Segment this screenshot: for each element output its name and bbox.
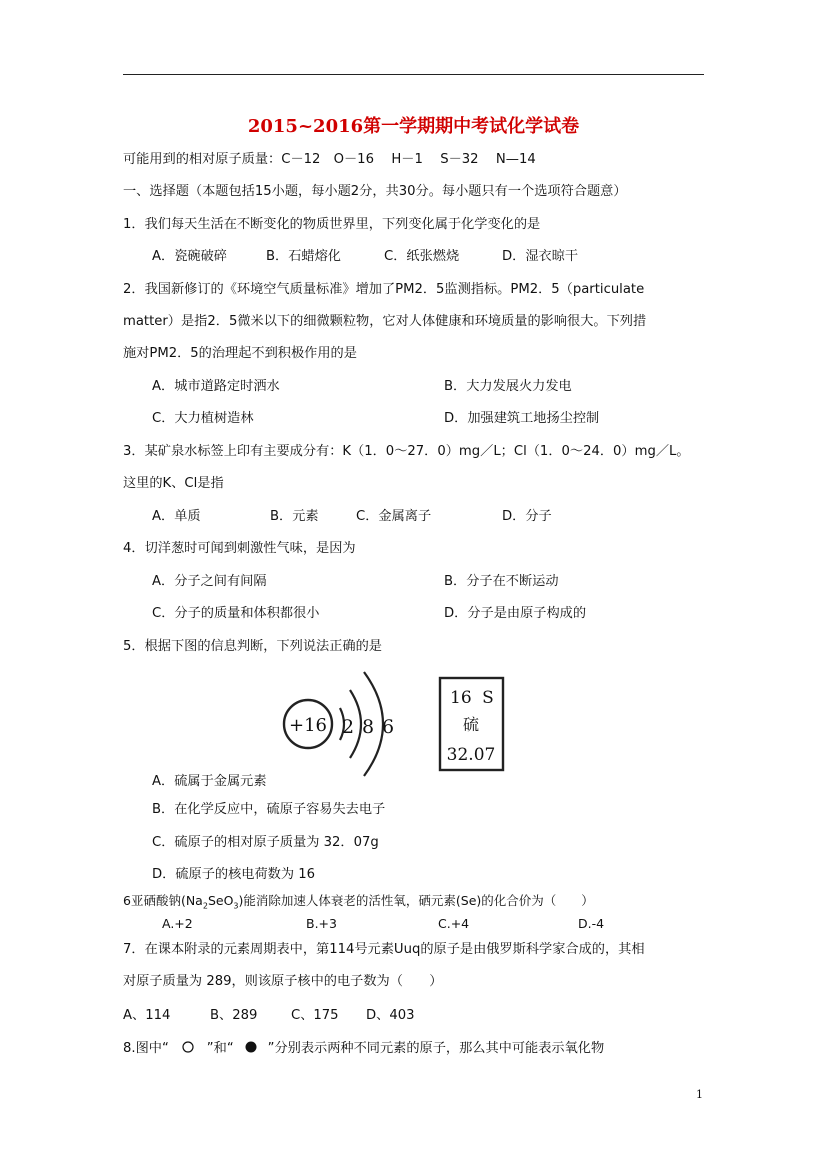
- shell-electrons-2: 8: [361, 716, 375, 738]
- q4-option-d: D．分子是由原子构成的: [444, 606, 587, 621]
- q7-option-d: D、403: [366, 1008, 415, 1023]
- q5-option-c: C．硫原子的相对原子质量为 32．07g: [152, 835, 379, 850]
- shell-electrons-3: 6: [381, 716, 395, 738]
- q6-stem: [123, 892, 594, 916]
- sulfur-atom-figure: [278, 664, 508, 784]
- q1-option-d: D．湿衣晾干: [502, 249, 579, 264]
- q6-stem-mid: SeO: [207, 893, 234, 908]
- q6-stem-pre: 6亚硒酸钠(Na: [123, 893, 203, 908]
- q1-option-c: C．纸张燃烧: [384, 249, 460, 264]
- q2-option-b: B．大力发展火力发电: [444, 379, 572, 394]
- filled-circle-icon: [234, 1040, 268, 1058]
- q4-option-b: B．分子在不断运动: [444, 574, 559, 589]
- atomic-mass-line: 可能用到的相对原子质量：C－12 O－16 H－1 S－32 N—14: [123, 152, 536, 167]
- hollow-circle-icon: [169, 1040, 207, 1058]
- q1-stem: 1．我们每天生活在不断变化的物质世界里，下列变化属于化学变化的是: [123, 217, 541, 232]
- header-rule: [123, 74, 704, 75]
- shell-electrons-1: 2: [341, 716, 355, 738]
- q5-option-a: A．硫属于金属元素: [152, 774, 267, 789]
- q5-option-b: B．在化学反应中，硫原子容易失去电子: [152, 802, 386, 817]
- q7-stem-line1: 7．在课本附录的元素周期表中，第114号元素Uuq的原子是由俄罗斯科学家合成的，其相: [123, 942, 645, 957]
- q1-option-b: B．石蜡熔化: [266, 249, 341, 264]
- q3-option-d: D．分子: [502, 509, 552, 524]
- q2-option-a: A．城市道路定时洒水: [152, 379, 280, 394]
- page-title: 2015~2016第一学期期中考试化学试卷: [247, 116, 580, 137]
- element-symbol: S: [482, 688, 494, 708]
- q8-part3: ”分别表示两种不同元素的原子，那么其中可能表示氧化物: [267, 1041, 605, 1056]
- q6-option-d: D.-4: [578, 916, 605, 931]
- q5-stem: 5．根据下图的信息判断，下列说法正确的是: [123, 639, 382, 654]
- nucleus-charge: +16: [289, 715, 327, 736]
- q3-option-c: C．金属离子: [356, 509, 432, 524]
- q3-stem-line1: 3．某矿泉水标签上印有主要成分有：K（1．0～27．0）mg／L；Cl（1．0～24．0）mg／L。: [123, 444, 690, 459]
- q6-option-b: B.+3: [306, 916, 337, 931]
- q7-option-a: A、114: [123, 1008, 171, 1023]
- q1-option-a: A．瓷碗破碎: [152, 249, 227, 264]
- element-number: 16: [450, 688, 472, 708]
- element-mass: 32.07: [446, 745, 496, 765]
- q6-stem-post: )能消除加速人体衰老的活性氧，硒元素(Se)的化合价为（ ）: [238, 893, 594, 908]
- q4-stem: 4．切洋葱时可闻到刺激性气味，是因为: [123, 541, 356, 556]
- q8-part1: 8.图中“: [123, 1041, 169, 1056]
- q4-option-a: A．分子之间有间隔: [152, 574, 267, 589]
- q4-option-c: C．分子的质量和体积都很小: [152, 606, 320, 621]
- q6-sub2: 3: [233, 901, 239, 911]
- q2-stem-line1: 2．我国新修订的《环境空气质量标准》增加了PM2．5监测指标。PM2．5（particulate: [123, 282, 645, 297]
- q2-option-c: C．大力植树造林: [152, 411, 254, 426]
- q7-stem-line2: 对原子质量为 289，则该原子核中的电子数为（ ）: [123, 974, 443, 989]
- element-name: 硫: [462, 715, 480, 734]
- q3-option-b: B．元素: [270, 509, 319, 524]
- atom-structure-diagram: [284, 672, 394, 776]
- section-heading: 一、选择题（本题包括15小题，每小题2分，共30分。每小题只有一个选项符合题意）: [123, 184, 627, 199]
- q3-stem-line2: 这里的K、Cl是指: [123, 476, 224, 491]
- page-number: 1: [696, 1088, 703, 1101]
- q3-option-a: A．单质: [152, 509, 201, 524]
- q6-option-a: A.+2: [162, 916, 193, 931]
- q2-stem-line2: matter）是指2．5微米以下的细微颗粒物，它对人体健康和环境质量的影响很大。下列措: [123, 314, 647, 329]
- q6-sub1: 2: [202, 901, 208, 911]
- q7-option-b: B、289: [210, 1008, 258, 1023]
- q8-stem: [123, 1040, 604, 1058]
- q6-option-c: C.+4: [438, 916, 470, 931]
- q2-stem-line3: 施对PM2．5的治理起不到积极作用的是: [123, 346, 357, 361]
- q2-option-d: D．加强建筑工地扬尘控制: [444, 411, 600, 426]
- q8-part2: ”和“: [206, 1041, 234, 1056]
- q7-option-c: C、175: [291, 1008, 339, 1023]
- periodic-table-cell: [440, 678, 503, 770]
- q5-option-d: D．硫原子的核电荷数为 16: [152, 867, 316, 882]
